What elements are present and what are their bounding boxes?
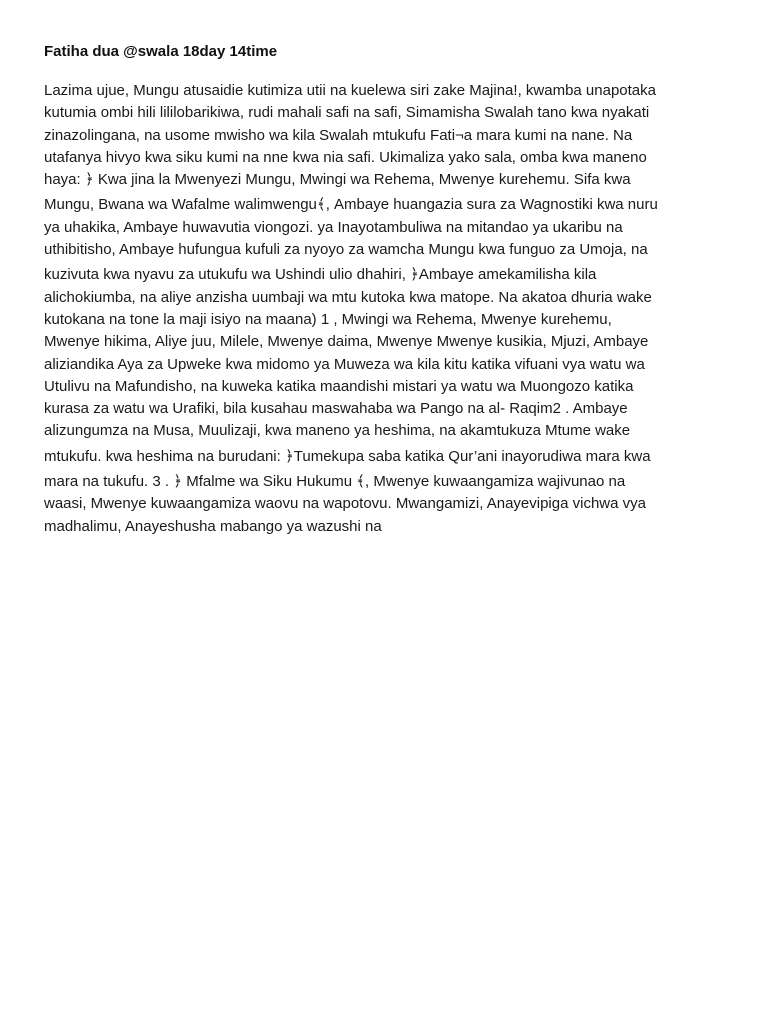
body-line: Mwenye hikima, Aliye juu, Milele, Mwenye daima, Mwenye Mwenye kusikia, Mjuzi, Ambaye <box>44 333 649 351</box>
body-line: kuzivuta kwa nyavu za utukufu wa Ushindi ulio dhahiri, ﴿Ambaye amekamilisha kila <box>44 266 597 284</box>
body-line: zinazolingana, na usome mwisho wa kila Swalah mtukufu Fati¬a mara kumi na nane. Na <box>44 126 633 144</box>
body-line: Mungu, Bwana wa Wafalme walimwengu﴾, Ambaye huangazia sura za Wagnostiki kwa nuru <box>44 196 658 214</box>
body-line: kutokana na tone la maji isiyo na maana) 1 , Mwingi wa Rehema, Mwenye kurehemu, <box>44 310 612 328</box>
body-line: aliziandika Aya za Upweke kwa midomo ya Muweza wa kila kitu katika vifuani vya watu wa <box>44 355 645 373</box>
body-line: waasi, Mwenye kuwaangamiza waovu na wapotovu. Mwangamizi, Anayevipiga vichwa vya <box>44 495 646 513</box>
body-line: madhalimu, Anayeshusha mabango ya wazushi na <box>44 517 382 535</box>
body-line: uthibitisho, Ambaye hufungua kufuli za nyoyo za wamcha Mungu kwa funguo za Umoja, na <box>44 241 648 259</box>
body-line: utafanya hivyo kwa siku kumi na nne kwa nia safi. Ukimaliza yako sala, omba kwa maneno <box>44 148 647 166</box>
body-line: kutumia ombi hili lililobarikiwa, rudi mahali safi na safi, Simamisha Swalah tano kwa nyakati <box>44 104 650 122</box>
body-line: Utulivu na Mafundisho, na kuweka katika maandishi mistari ya watu wa Muongozo katika <box>44 377 634 395</box>
body-line: alichokiumba, na aliye anzisha uumbaji wa mtu kutoka kwa matope. Na akatoa dhuria wake <box>44 288 652 306</box>
body-line: haya: ﴿ Kwa jina la Mwenyezi Mungu, Mwingi wa Rehema, Mwenye kurehemu. Sifa kwa <box>44 171 631 189</box>
body-line: mara na tukufu. 3 . ﴿ Mfalme wa Siku Hukumu ﴾, Mwenye kuwaangamiza wajivunao na <box>44 473 626 491</box>
body-line: mtukufu. kwa heshima na burudani: ﴿Tumekupa saba katika Qur’ani inayorudiwa mara kwa <box>44 447 651 465</box>
body-line: Lazima ujue, Mungu atusaidie kutimiza utii na kuelewa siri zake Majina!, kwamba unapotaka <box>44 82 656 99</box>
body-line: ya uhakika, Ambaye huwavutia viongozi. ya Inayotambuliwa na mitandao ya ukaribu na <box>44 218 623 236</box>
body-line: kurasa za watu wa Urafiki, bila kusahau maswahaba wa Pango na al- Raqim2 . Ambaye <box>44 400 628 418</box>
body-line: alizungumza na Musa, Muulizaji, kwa maneno ya heshima, na akamtukuza Mtume wake <box>44 422 631 440</box>
document-title: Fatiha dua @swala 18day 14time <box>44 43 278 60</box>
document-body <box>44 80 734 538</box>
